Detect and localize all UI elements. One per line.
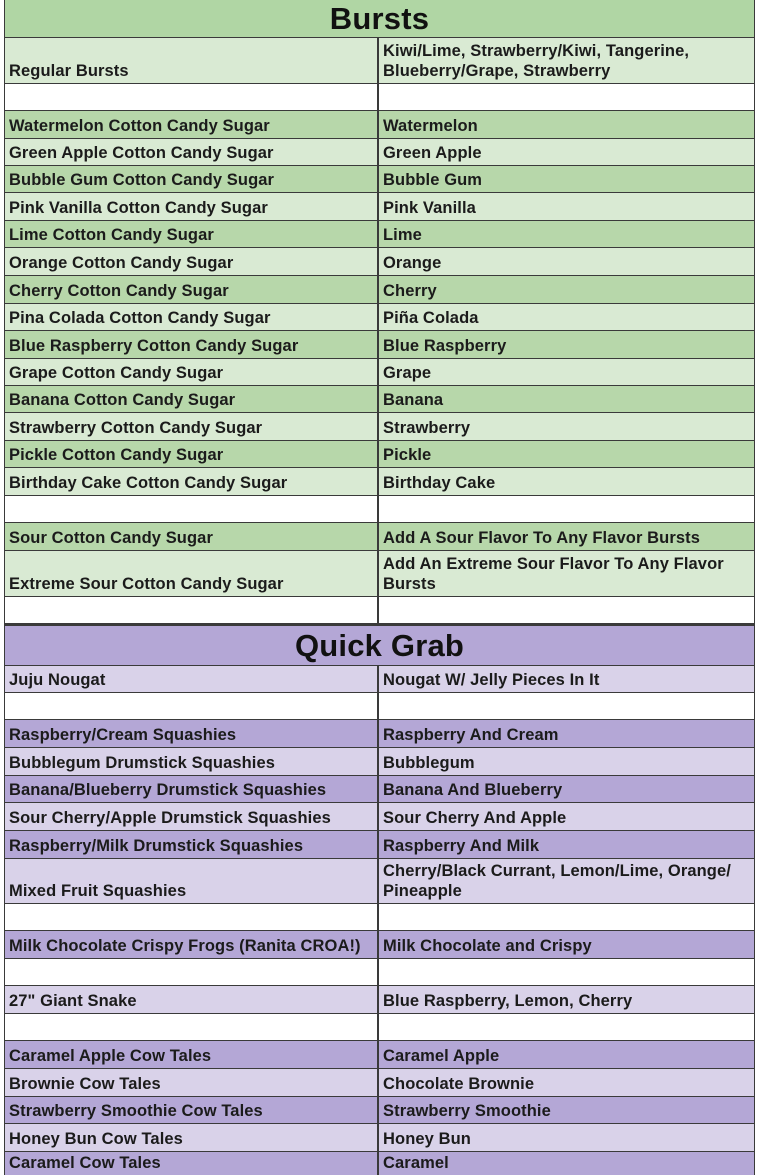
table-row[interactable]	[5, 1014, 754, 1041]
flavor-cell[interactable]: Nougat W/ Jelly Pieces In It	[379, 666, 754, 692]
product-cell[interactable]: Sour Cherry/Apple Drumstick Squashies	[5, 803, 379, 830]
section-title: Bursts	[5, 0, 754, 37]
product-cell[interactable]: Bubblegum Drumstick Squashies	[5, 748, 379, 775]
table-row[interactable]	[5, 859, 754, 904]
product-cell[interactable]: Birthday Cake Cotton Candy Sugar	[5, 468, 379, 495]
table-row[interactable]	[5, 166, 754, 193]
product-cell[interactable]: Caramel Apple Cow Tales	[5, 1041, 379, 1068]
flavor-cell[interactable]	[379, 904, 754, 930]
product-cell[interactable]	[5, 904, 379, 930]
product-cell[interactable]: Raspberry/Milk Drumstick Squashies	[5, 831, 379, 858]
table-row[interactable]	[5, 1041, 754, 1069]
product-cell[interactable]: Mixed Fruit Squashies	[5, 859, 379, 903]
product-cell[interactable]: Juju Nougat	[5, 666, 379, 692]
table-row[interactable]	[5, 468, 754, 496]
flavor-cell[interactable]	[379, 496, 754, 522]
product-cell[interactable]: Banana/Blueberry Drumstick Squashies	[5, 776, 379, 802]
product-cell[interactable]: Green Apple Cotton Candy Sugar	[5, 139, 379, 165]
flavor-cell[interactable]: Add A Sour Flavor To Any Flavor Bursts	[379, 523, 754, 550]
table-row[interactable]	[5, 1152, 754, 1175]
flavor-cell[interactable]: Raspberry And Milk	[379, 831, 754, 858]
flavor-cell[interactable]: Piña Colada	[379, 304, 754, 330]
table-row[interactable]	[5, 551, 754, 597]
table-row[interactable]	[5, 441, 754, 468]
flavor-cell[interactable]: Milk Chocolate and Crispy	[379, 931, 754, 958]
product-cell[interactable]: Bubble Gum Cotton Candy Sugar	[5, 166, 379, 192]
product-cell[interactable]: Raspberry/Cream Squashies	[5, 720, 379, 747]
product-cell[interactable]: Watermelon Cotton Candy Sugar	[5, 111, 379, 138]
table-row[interactable]	[5, 496, 754, 523]
product-cell[interactable]: Grape Cotton Candy Sugar	[5, 359, 379, 385]
product-cell[interactable]	[5, 959, 379, 985]
flavor-cell[interactable]: Honey Bun	[379, 1124, 754, 1151]
left-border	[4, 0, 5, 1175]
table-row[interactable]	[5, 1097, 754, 1124]
flavor-cell[interactable]: Chocolate Brownie	[379, 1069, 754, 1096]
table-row[interactable]	[5, 748, 754, 776]
flavor-cell[interactable]: Orange	[379, 248, 754, 275]
product-cell[interactable]	[5, 597, 379, 623]
flavor-cell[interactable]: Bubble Gum	[379, 166, 754, 192]
flavor-cell[interactable]: Caramel	[379, 1152, 754, 1175]
table-row[interactable]	[5, 693, 754, 720]
product-cell[interactable]	[5, 693, 379, 719]
table-row[interactable]	[5, 904, 754, 931]
flavor-cell[interactable]	[379, 959, 754, 985]
product-cell[interactable]: Brownie Cow Tales	[5, 1069, 379, 1096]
flavor-cell[interactable]: Strawberry Smoothie	[379, 1097, 754, 1123]
table-row[interactable]	[5, 803, 754, 831]
product-cell[interactable]	[5, 84, 379, 110]
product-cell[interactable]: Strawberry Cotton Candy Sugar	[5, 413, 379, 440]
product-cell[interactable]: Orange Cotton Candy Sugar	[5, 248, 379, 275]
table-row[interactable]	[5, 986, 754, 1014]
product-cell[interactable]: Cherry Cotton Candy Sugar	[5, 276, 379, 303]
flavor-cell[interactable]: Blue Raspberry	[379, 331, 754, 358]
table-row[interactable]	[5, 1069, 754, 1097]
table-row[interactable]	[5, 523, 754, 551]
table-row[interactable]	[5, 139, 754, 166]
product-cell[interactable]: Blue Raspberry Cotton Candy Sugar	[5, 331, 379, 358]
flavor-cell[interactable]: Strawberry	[379, 413, 754, 440]
flavor-cell[interactable]	[379, 597, 754, 623]
flavor-cell[interactable]: Sour Cherry And Apple	[379, 803, 754, 830]
table-row[interactable]	[5, 276, 754, 304]
product-cell[interactable]: 27" Giant Snake	[5, 986, 379, 1013]
flavor-cell[interactable]: Blue Raspberry, Lemon, Cherry	[379, 986, 754, 1013]
product-cell[interactable]: Regular Bursts	[5, 38, 379, 83]
flavor-cell[interactable]: Watermelon	[379, 111, 754, 138]
flavor-cell[interactable]: Pink Vanilla	[379, 193, 754, 220]
product-cell[interactable]: Honey Bun Cow Tales	[5, 1124, 379, 1151]
table-row[interactable]	[5, 776, 754, 803]
table-row[interactable]	[5, 248, 754, 276]
section-header-bursts[interactable]	[5, 0, 754, 38]
flavor-cell[interactable]: Add An Extreme Sour Flavor To Any Flavor Bursts	[379, 551, 754, 596]
flavor-cell[interactable]	[379, 84, 754, 110]
flavor-cell[interactable]	[379, 693, 754, 719]
right-border	[754, 0, 755, 1175]
flavor-cell[interactable]: Birthday Cake	[379, 468, 754, 495]
table-row[interactable]	[5, 111, 754, 139]
table-row[interactable]	[5, 666, 754, 693]
table-row[interactable]	[5, 931, 754, 959]
flavor-cell[interactable]: Grape	[379, 359, 754, 385]
flavor-cell[interactable]: Bubblegum	[379, 748, 754, 775]
flavor-cell[interactable]: Banana And Blueberry	[379, 776, 754, 802]
product-cell[interactable]: Caramel Cow Tales	[5, 1152, 379, 1175]
flavor-cell[interactable]: Cherry/Black Currant, Lemon/Lime, Orange/ Pineapple	[379, 859, 754, 903]
flavor-cell[interactable]: Lime	[379, 221, 754, 247]
flavor-cell[interactable]: Pickle	[379, 441, 754, 467]
product-cell[interactable]: Lime Cotton Candy Sugar	[5, 221, 379, 247]
product-cell[interactable]: Extreme Sour Cotton Candy Sugar	[5, 551, 379, 596]
table-row[interactable]	[5, 720, 754, 748]
product-cell[interactable]	[5, 1014, 379, 1040]
table-row[interactable]	[5, 193, 754, 221]
section-header-quick-grab[interactable]	[5, 624, 754, 666]
flavor-cell[interactable]: Cherry	[379, 276, 754, 303]
product-cell[interactable]: Strawberry Smoothie Cow Tales	[5, 1097, 379, 1123]
table-row[interactable]	[5, 304, 754, 331]
flavor-cell[interactable]: Green Apple	[379, 139, 754, 165]
flavor-cell[interactable]: Caramel Apple	[379, 1041, 754, 1068]
product-cell[interactable]: Pickle Cotton Candy Sugar	[5, 441, 379, 467]
table-row[interactable]	[5, 84, 754, 111]
flavor-cell[interactable]: Banana	[379, 386, 754, 412]
table-row[interactable]	[5, 831, 754, 859]
product-cell[interactable]: Pina Colada Cotton Candy Sugar	[5, 304, 379, 330]
table-row[interactable]	[5, 359, 754, 386]
table-row[interactable]	[5, 331, 754, 359]
table-row[interactable]	[5, 413, 754, 441]
table-row[interactable]	[5, 959, 754, 986]
flavor-cell[interactable]: Raspberry And Cream	[379, 720, 754, 747]
product-cell[interactable]: Sour Cotton Candy Sugar	[5, 523, 379, 550]
table-row[interactable]	[5, 1124, 754, 1152]
product-cell[interactable]: Pink Vanilla Cotton Candy Sugar	[5, 193, 379, 220]
flavor-cell[interactable]	[379, 1014, 754, 1040]
table-row[interactable]	[5, 38, 754, 84]
table-row[interactable]	[5, 386, 754, 413]
product-cell[interactable]: Milk Chocolate Crispy Frogs (Ranita CROA!)	[5, 931, 379, 958]
flavor-cell[interactable]: Kiwi/Lime, Strawberry/Kiwi, Tangerine, Blueberry/Grape, Strawberry	[379, 38, 754, 83]
table-row[interactable]	[5, 597, 754, 624]
section-title: Quick Grab	[5, 626, 754, 665]
product-cell[interactable]	[5, 496, 379, 522]
table-row[interactable]	[5, 221, 754, 248]
product-cell[interactable]: Banana Cotton Candy Sugar	[5, 386, 379, 412]
